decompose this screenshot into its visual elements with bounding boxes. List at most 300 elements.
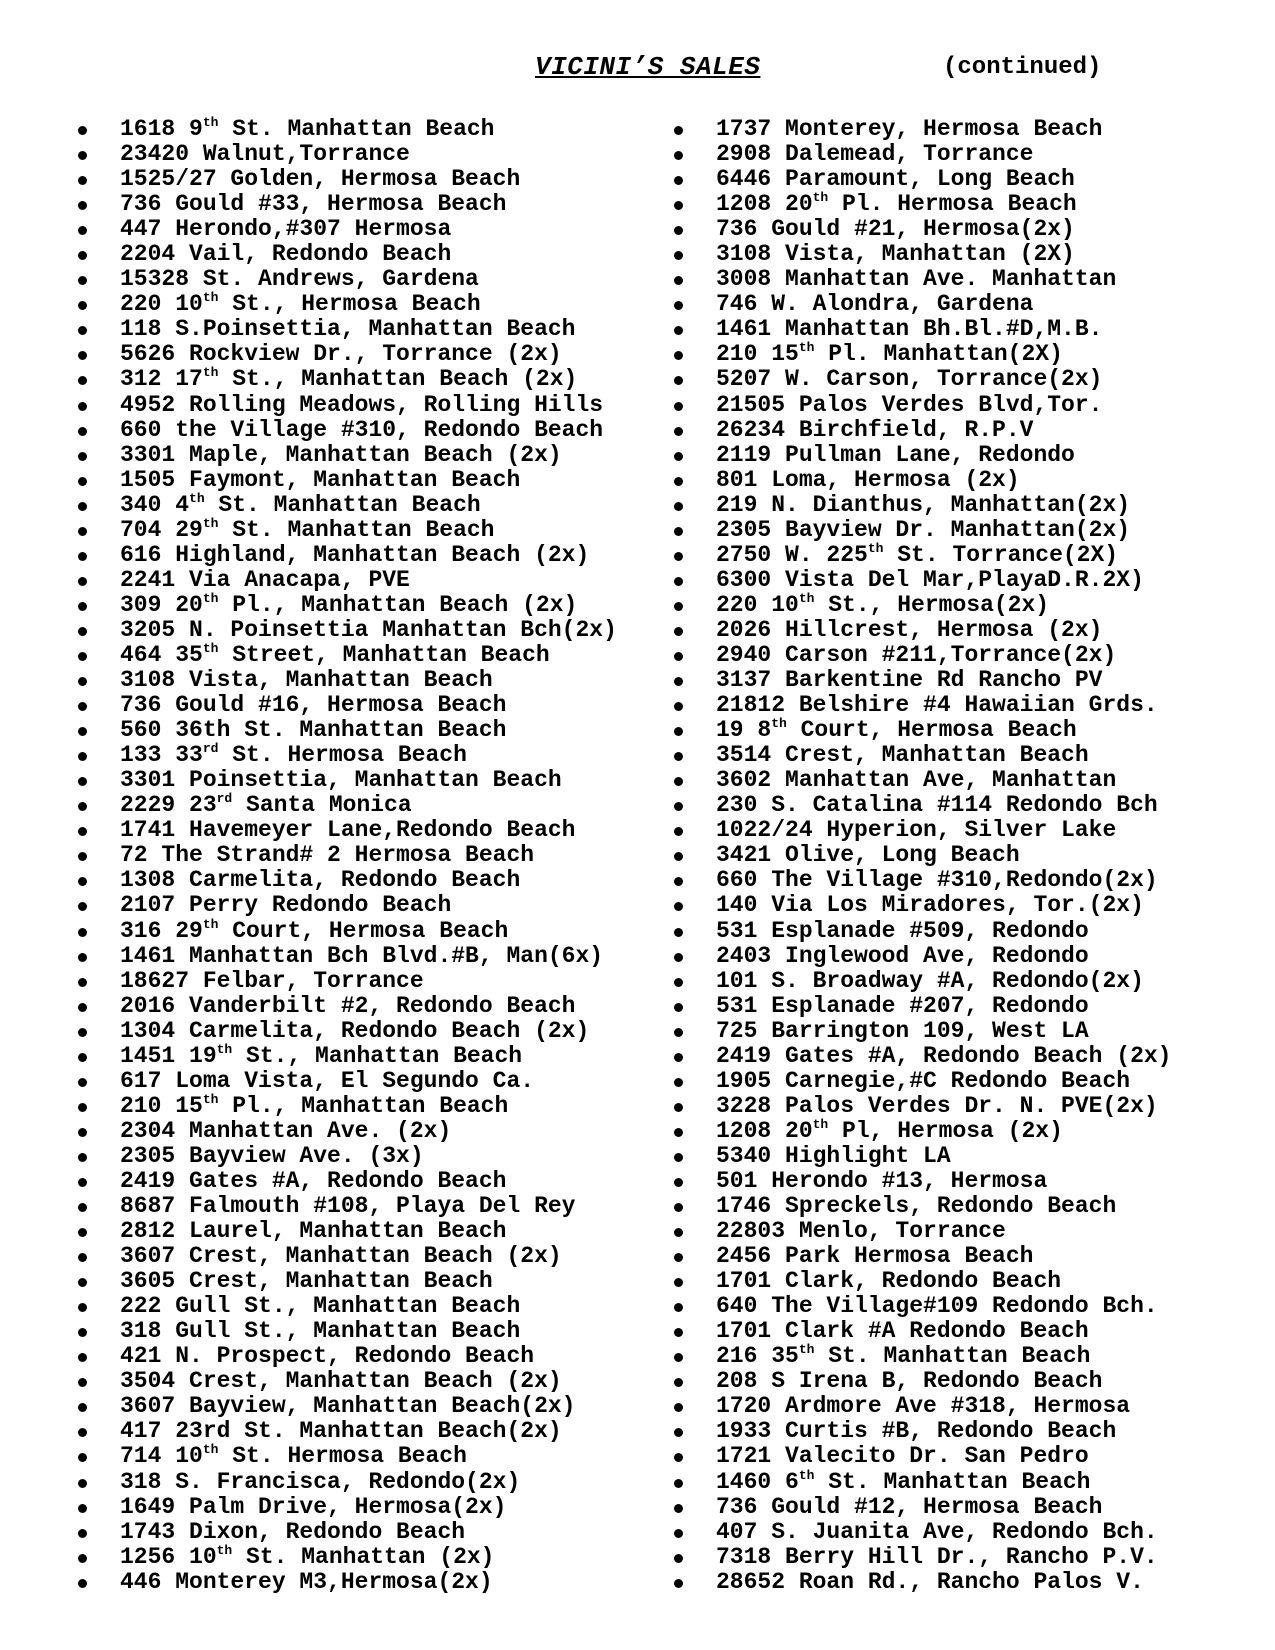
list-item [668,540,1268,568]
address-text: 340 4 [120,491,190,518]
bullet-icon [78,1103,87,1112]
address-text: 1208 20 [716,1117,813,1144]
bullet-icon [78,226,87,235]
list-item [72,1069,662,1094]
bullet-icon [78,351,87,360]
bullet-icon [674,1504,683,1513]
list-item [72,818,662,843]
address-text: 3205 N. Poinsettia Manhattan Bch(2x) [120,616,617,643]
list-item [668,743,1268,768]
address-text: 3421 Olive, Long Beach [716,842,1020,869]
bullet-icon [674,1103,683,1112]
ordinal-suffix: th [798,1342,815,1358]
bullet-icon [78,677,87,686]
bullet-icon [78,251,87,260]
bullet-icon [674,226,683,235]
bullet-icon [674,151,683,160]
address-text-rest: St., Manhattan Beach [232,1042,523,1069]
bullet-icon [78,1328,87,1337]
address-text: 447 Herondo,#307 Hermosa [120,216,452,243]
bullet-icon [674,928,683,937]
address-text: 2119 Pullman Lane, Redondo [716,441,1075,468]
bullet-icon [78,376,87,385]
address-text: 736 Gould #12, Hermosa Beach [716,1493,1103,1520]
ordinal-suffix: th [202,365,219,381]
list-item [72,1219,662,1244]
list-item [668,267,1268,292]
address-text: 560 36th St. Manhattan Beach [120,717,507,744]
list-item [668,242,1268,267]
list-item [668,1444,1268,1469]
address-text: 28652 Roan Rd., Rancho Palos V. [716,1568,1144,1595]
list-item [668,192,1268,217]
address-text: 1905 Carnegie,#C Redondo Beach [716,1067,1131,1094]
bullet-icon [78,727,87,736]
list-item [668,1294,1268,1319]
list-item [72,1319,662,1344]
list-item [72,1520,662,1545]
bullet-icon [78,852,87,861]
address-text-rest: Pl, Hermosa (2x) [828,1117,1063,1144]
list-item [72,367,662,392]
bullet-icon [674,1554,683,1563]
list-item [668,468,1268,493]
list-item [72,1444,662,1469]
address-text-rest: Court, Hermosa Beach [786,717,1077,744]
address-text: 1304 Carmelita, Redondo Beach (2x) [120,1017,590,1044]
list-item [668,1520,1268,1545]
address-text-rest: St. Manhattan (2x) [232,1543,495,1570]
address-text-rest: Street, Manhattan Beach [218,641,550,668]
list-item [72,1194,662,1219]
bullet-icon [78,877,87,886]
address-text: 421 N. Prospect, Redondo Beach [120,1343,535,1370]
list-item [668,1545,1268,1570]
address-text: 2229 23 [120,792,217,819]
list-item [72,217,662,242]
bullet-icon [78,1278,87,1287]
address-text-rest: Pl., Manhattan Beach [218,1092,509,1119]
list-item [668,1495,1268,1520]
address-text: 2456 Park Hermosa Beach [716,1243,1034,1270]
address-text: 210 15 [716,341,799,368]
bullet-icon [78,1303,87,1312]
list-item [668,1467,1268,1495]
address-text: 1461 Manhattan Bch Blvd.#B, Man(6x) [120,942,604,969]
list-item [72,743,662,768]
sales-list-left [72,117,662,1595]
address-text: 2026 Hillcrest, Hermosa (2x) [716,616,1103,643]
bullet-icon [78,452,87,461]
list-item [668,217,1268,242]
list-item [668,843,1268,868]
list-item [72,1169,662,1194]
list-item [668,418,1268,443]
bullet-icon [78,427,87,436]
bullet-icon [674,752,683,761]
bullet-icon [674,727,683,736]
list-item [668,893,1268,918]
address-text: 1208 20 [716,191,813,218]
list-item [668,167,1268,192]
address-text: 15328 St. Andrews, Gardena [120,266,479,293]
list-item [668,1244,1268,1269]
address-text: 140 Via Los Miradores, Tor.(2x) [716,892,1144,919]
list-item [668,518,1268,543]
bullet-icon [78,276,87,285]
bullet-icon [674,978,683,987]
address-text: 2419 Gates #A, Redondo Beach (2x) [716,1042,1172,1069]
list-item [668,1144,1268,1169]
address-text: 531 Esplanade #207, Redondo [716,992,1089,1019]
address-text: 3228 Palos Verdes Dr. N. PVE(2x) [716,1092,1158,1119]
list-item [668,1169,1268,1194]
bullet-icon [674,452,683,461]
address-text: 5340 Highlight LA [716,1142,951,1169]
address-text: 72 The Strand# 2 Hermosa Beach [120,842,535,869]
ordinal-suffix: th [216,1542,233,1558]
list-item [72,916,662,944]
address-text: 26234 Birchfield, R.P.V [716,416,1034,443]
address-text: 2016 Vanderbilt #2, Redondo Beach [120,992,576,1019]
list-item [668,443,1268,468]
list-item [668,1394,1268,1419]
bullet-icon [674,1253,683,1262]
bullet-icon [674,1153,683,1162]
address-text-rest: St. Manhattan Beach [814,1343,1091,1370]
bullet-icon [674,827,683,836]
address-text: 736 Gould #16, Hermosa Beach [120,692,507,719]
address-text: 531 Esplanade #509, Redondo [716,917,1089,944]
ordinal-suffix: th [798,590,815,606]
list-item [72,640,662,668]
bullet-icon [78,1504,87,1513]
list-item [72,693,662,718]
list-item [668,969,1268,994]
sales-list-right [668,117,1268,1595]
bullet-icon [674,902,683,911]
address-text: 2403 Inglewood Ave, Redondo [716,942,1089,969]
address-text: 133 33 [120,742,203,769]
address-text: 2750 W. 225 [716,541,868,568]
list-item [72,242,662,267]
address-text-rest: St. Hermosa Beach [218,742,467,769]
list-item [72,1369,662,1394]
list-item [72,1542,662,1570]
bullet-icon [674,126,683,135]
list-item [72,944,662,969]
bullet-icon [674,627,683,636]
address-text-rest: St. Manhattan Beach [204,491,481,518]
bullet-icon [674,427,683,436]
bullet-icon [674,326,683,335]
address-text: 3108 Vista, Manhattan (2X) [716,241,1075,268]
bullet-icon [674,1303,683,1312]
list-item [72,515,662,543]
bullet-icon [78,326,87,335]
address-text: 5626 Rockview Dr., Torrance (2x) [120,341,562,368]
list-item [668,1369,1268,1394]
address-text: 464 35 [120,641,203,668]
bullet-icon [674,1479,683,1488]
bullet-icon [674,1053,683,1062]
bullet-icon [674,852,683,861]
bullet-icon [78,1353,87,1362]
bullet-icon [674,376,683,385]
address-text: 210 15 [120,1092,203,1119]
address-text: 5207 W. Carson, Torrance(2x) [716,366,1103,393]
address-text: 1256 10 [120,1543,217,1570]
bullet-icon [78,627,87,636]
address-text: 309 20 [120,591,203,618]
list-item [72,1495,662,1520]
address-text: 617 Loma Vista, El Segundo Ca. [120,1067,535,1094]
bullet-icon [674,577,683,586]
bullet-icon [78,1378,87,1387]
list-item [72,893,662,918]
list-item [72,192,662,217]
list-item [72,793,662,818]
ordinal-suffix: th [202,290,219,306]
address-text: 746 W. Alondra, Gardena [716,291,1034,318]
bullet-icon [78,1153,87,1162]
list-item [72,843,662,868]
address-text: 6300 Vista Del Mar,PlayaD.R.2X) [716,566,1144,593]
bullet-icon [78,777,87,786]
address-text: 736 Gould #21, Hermosa(2x) [716,216,1075,243]
address-text-rest: St. Manhattan Beach [218,116,495,142]
list-item [72,994,662,1019]
address-text-rest: St. Torrance(2X) [883,541,1119,568]
address-text: 312 17 [120,366,203,393]
bullet-icon [674,502,683,511]
address-text: 2107 Perry Redondo Beach [120,892,452,919]
bullet-icon [674,802,683,811]
address-text: 318 S. Francisca, Redondo(2x) [120,1468,521,1495]
address-text: 660 the Village #310, Redondo Beach [120,416,604,443]
bullet-icon [674,1378,683,1387]
bullet-icon [78,1529,87,1538]
address-text: 216 35 [716,1343,799,1370]
list-item [668,868,1268,893]
address-text: 3605 Crest, Manhattan Beach [120,1268,493,1295]
bullet-icon [78,928,87,937]
address-text: 1649 Palm Drive, Hermosa(2x) [120,1493,507,1520]
bullet-icon [78,802,87,811]
address-text: 318 Gull St., Manhattan Beach [120,1318,521,1345]
address-text: 640 The Village#109 Redondo Bch. [716,1293,1158,1320]
address-text: 2908 Dalemead, Torrance [716,141,1034,168]
list-item [668,718,1268,743]
bullet-icon [674,1529,683,1538]
list-item [72,418,662,443]
address-text-rest: Court, Hermosa Beach [218,917,509,944]
list-item [72,1470,662,1495]
bullet-icon [674,351,683,360]
address-text: 3108 Vista, Manhattan Beach [120,667,493,694]
ordinal-suffix: th [812,1116,829,1132]
list-item [668,768,1268,793]
ordinal-suffix: th [798,340,815,356]
bullet-icon [78,1203,87,1212]
address-text-rest: St. Manhattan Beach [218,516,495,543]
ordinal-suffix: th [202,115,219,130]
list-item [668,618,1268,643]
address-text: 2241 Via Anacapa, PVE [120,566,410,593]
list-item [668,1044,1268,1069]
list-item [72,468,662,493]
bullet-icon [78,477,87,486]
page-subtitle: (continued) [943,54,1102,81]
address-text-rest: Santa Monica [232,792,412,819]
bullet-icon [674,1003,683,1012]
list-item [668,568,1268,593]
address-text: 23420 Walnut,Torrance [120,141,410,168]
address-text: 220 10 [716,591,799,618]
bullet-icon [78,953,87,962]
bullet-icon [78,827,87,836]
list-item [72,1344,662,1369]
bullet-icon [674,527,683,536]
address-text: 316 29 [120,917,203,944]
ordinal-suffix: th [867,540,884,556]
address-text: 3602 Manhattan Ave, Manhattan [716,767,1117,794]
bullet-icon [674,777,683,786]
ordinal-suffix: th [202,1442,219,1458]
address-text: 2305 Bayview Ave. (3x) [120,1142,424,1169]
address-text: 6446 Paramount, Long Beach [716,166,1075,193]
bullet-icon [674,1428,683,1437]
address-text: 8687 Falmouth #108, Playa Del Rey [120,1193,576,1220]
bullet-icon [78,1253,87,1262]
ordinal-suffix: th [202,590,219,606]
list-item [668,142,1268,167]
list-item [668,818,1268,843]
bullet-icon [78,201,87,210]
address-text: 1460 6 [716,1468,799,1495]
address-text: 1701 Clark #A Redondo Beach [716,1318,1089,1345]
address-text: 446 Monterey M3,Hermosa(2x) [120,1568,493,1595]
list-item [72,142,662,167]
list-item [72,317,662,342]
address-text-rest: St., Hermosa(2x) [814,591,1050,618]
address-text: 3504 Crest, Manhattan Beach (2x) [120,1368,562,1395]
bullet-icon [78,978,87,987]
address-text: 736 Gould #33, Hermosa Beach [120,191,507,218]
list-item [668,668,1268,693]
ordinal-suffix: th [812,190,829,206]
bullet-icon [78,1228,87,1237]
ordinal-suffix: th [771,716,787,732]
list-item [72,167,662,192]
bullet-icon [674,201,683,210]
bullet-icon [78,1428,87,1437]
address-text: 714 10 [120,1443,203,1470]
ordinal-suffix: th [202,515,219,531]
list-item [668,393,1268,418]
address-text: 1505 Faymont, Manhattan Beach [120,466,521,493]
address-text: 118 S.Poinsettia, Manhattan Beach [120,316,576,343]
ordinal-suffix: rd [216,791,233,807]
bullet-icon [78,577,87,586]
list-item [668,643,1268,668]
bullet-icon [674,1203,683,1212]
address-text: 222 Gull St., Manhattan Beach [120,1293,521,1320]
bullet-icon [78,126,87,135]
bullet-icon [674,1228,683,1237]
bullet-icon [674,1278,683,1287]
bullet-icon [78,1453,87,1462]
address-text-rest: St., Manhattan Beach (2x) [218,366,578,393]
bullet-icon [78,1128,87,1137]
list-item [72,590,662,618]
bullet-icon [78,702,87,711]
list-item [668,1319,1268,1344]
bullet-icon [78,902,87,911]
address-text: 660 The Village #310,Redondo(2x) [716,867,1158,894]
list-item [72,868,662,893]
address-text: 2204 Vail, Redondo Beach [120,241,452,268]
address-text-rest: Pl., Manhattan Beach (2x) [218,591,578,618]
address-text-rest: Pl. Manhattan(2X) [814,341,1063,368]
ordinal-suffix: th [798,1467,815,1483]
list-item [72,490,662,518]
bullet-icon [674,1579,683,1588]
bullet-icon [674,477,683,486]
address-text: 1746 Spreckels, Redondo Beach [716,1193,1117,1220]
address-text: 101 S. Broadway #A, Redondo(2x) [716,967,1144,994]
list-item [668,1069,1268,1094]
page-title: VICINI’S SALES [535,52,761,82]
list-item [72,443,662,468]
bullet-icon [674,1403,683,1412]
bullet-icon [674,1028,683,1037]
address-text: 1525/27 Golden, Hermosa Beach [120,166,521,193]
address-text: 230 S. Catalina #114 Redondo Bch [716,792,1158,819]
bullet-icon [78,1178,87,1187]
list-item [72,1394,662,1419]
bullet-icon [78,1554,87,1563]
list-item [668,793,1268,818]
bullet-icon [78,1579,87,1588]
list-item [668,1116,1268,1144]
bullet-icon [674,176,683,185]
bullet-icon [674,1328,683,1337]
bullet-icon [674,1178,683,1187]
list-item [668,1094,1268,1119]
bullet-icon [78,527,87,536]
bullet-icon [674,1453,683,1462]
address-text: 1618 9 [120,116,203,142]
address-text: 3008 Manhattan Ave. Manhattan [716,266,1117,293]
address-text: 3607 Crest, Manhattan Beach (2x) [120,1243,562,1270]
address-text: 2304 Manhattan Ave. (2x) [120,1117,452,1144]
bullet-icon [78,402,87,411]
bullet-icon [674,251,683,260]
address-text: 2940 Carson #211,Torrance(2x) [716,641,1117,668]
address-text: 220 10 [120,291,203,318]
list-item [72,1570,662,1595]
ordinal-suffix: th [216,1041,233,1057]
list-item [72,117,662,142]
address-text: 21505 Palos Verdes Blvd,Tor. [716,391,1103,418]
list-item [668,693,1268,718]
address-text: 501 Herondo #13, Hermosa [716,1167,1048,1194]
bullet-icon [674,953,683,962]
list-item [668,1194,1268,1219]
address-text: 801 Loma, Hermosa (2x) [716,466,1020,493]
address-text: 1451 19 [120,1042,217,1069]
